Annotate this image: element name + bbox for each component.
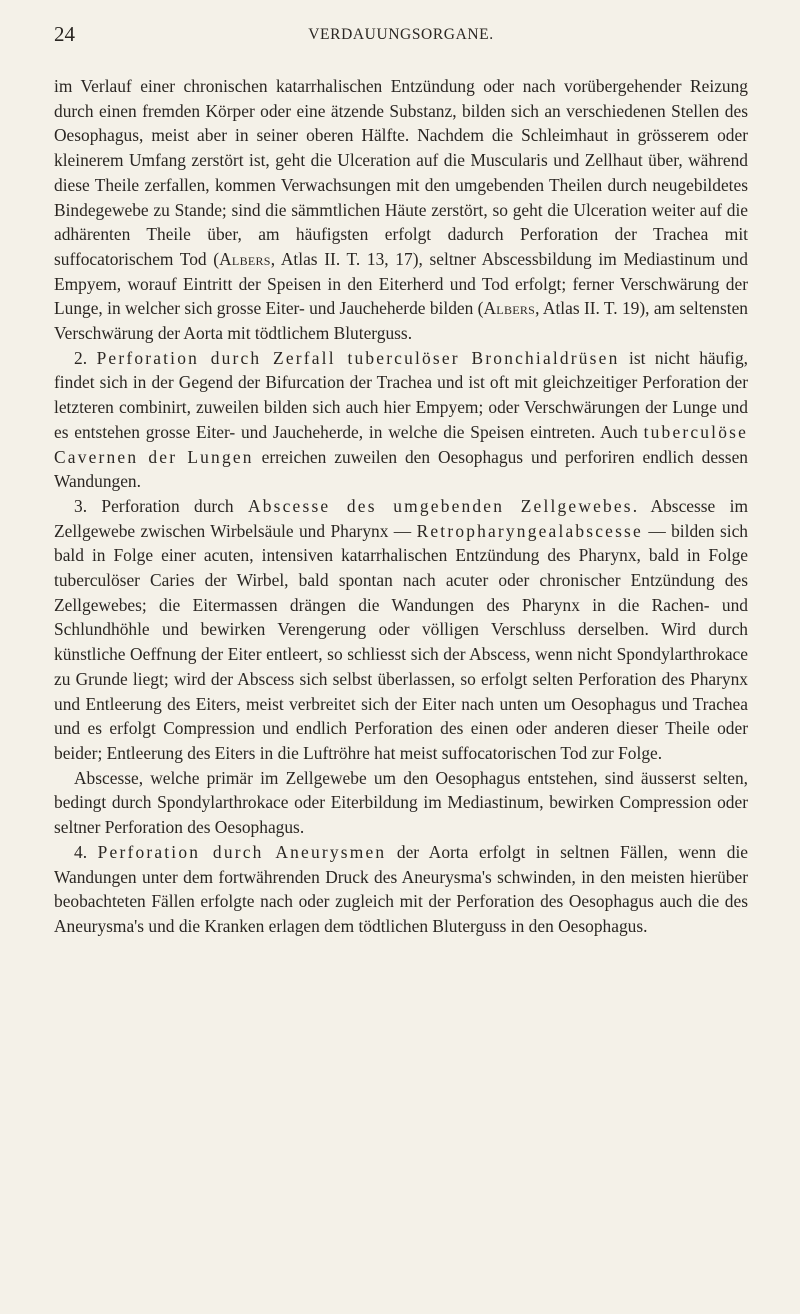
author-name: Albers xyxy=(483,298,536,319)
text-segment: der Aorta erfolgt in seltnen Fällen, wenn die Wandungen unter dem fortwährenden Druck des Aneurysma's schwinden, in den meisten hierüber beobachteten Fällen erfolgte nach oder zugleich mit der Perforation des Oesophagus auch die des Aneurysma's und die Kranken erlagen dem tödtlichen Bluterguss in den Oesophagus. xyxy=(54,841,748,936)
paragraph-4 xyxy=(54,766,748,840)
text-segment: Abscesse, welche primär im Zellgewebe um den Oesophagus entstehen, sind äusserst selten, bedingt durch Spondylarthrokace oder Eiterbildung im Mediastinum, bewirken Compression oder seltner Perforation des Oesophagus. xyxy=(54,767,748,838)
paragraph-5 xyxy=(54,840,748,939)
text-segment: im Verlauf einer chronischen katarrhalischen Entzündung oder nach vorübergehender Reizung durch einen fremden Körper oder eine ätzende Substanz, bilden sich an verschiedenen Stellen des Oesophagus, meist aber in seiner oberen Hälfte. Nachdem die Schleimhaut in grösserem oder kleinerem Umfang zerstört ist, geht die Ulceration auf die Muscularis und Zellhaut über, während diese Theile zerfallen, kommen Verwachsungen mit den umgebenden Theilen durch neugebildetes Bindegewebe zu Stande; sind die sämmtlichen Häute zerstört, so geht die Ulceration weiter auf die adhärenten Theile über, am häufigsten erfolgt dadurch Perforation der Trachea mit suffocatorischem Tod ( xyxy=(54,76,748,269)
running-head: VERDAUUNGSORGANE. xyxy=(308,26,494,43)
text-segment: 3. Perforation durch xyxy=(74,495,249,516)
emphasis-text: tuberculöse Cavernen der Lungen xyxy=(54,421,748,467)
page-header xyxy=(54,22,748,52)
text-segment: 4. xyxy=(74,841,98,862)
text-segment: , Atlas II. T. 13, 17), seltner Abscessbildung im Mediastinum und Empyem, worauf Eintritt der Speisen in den Eiterherd und Tod erfolgt; ferner Verschwärung der Lunge, in welcher sich grosse Eiter- und Jaucheherde bilden ( xyxy=(54,248,748,319)
text-segment: — bilden sich bald in Folge einer acuten, intensiven katarrhalischen Entzündung des Pharynx, bald in Folge tuberculöser Caries der Wirbel, bald spontan nach acuter oder chronischer Entzündung des Zellgewebes; die Eitermassen drängen die Wandungen des Pharynx in die Rachen- und Schlundhöhle und bewirken Verengerung oder völligen Verschluss derselben. Wird durch künstliche Oeffnung der Eiter entleert, so schliesst sich der Abscess, wenn nicht Spondylarthrokace zu Grunde liegt; wird der Abscess sich selbst überlassen, so erfolgt selten Perforation des Pharynx und Entleerung des Eiters, meist verbreitet sich der Eiter nach unten um Oesophagus und Trachea und es erfolgt Compression und endlich Perforation des einen oder anderen dieser Theile oder beider; Entleerung des Eiters in die Luftröhre hat meist suffocatorischen Tod zur Folge. xyxy=(54,520,748,763)
paragraph-2 xyxy=(54,346,748,494)
text-segment: 2. xyxy=(74,347,97,368)
section-heading: Perforation durch Aneurysmen xyxy=(97,841,387,862)
section-heading: Abscesse des umgebenden Zellgewebes xyxy=(248,495,633,516)
author-name: Albers xyxy=(219,248,271,269)
section-heading: Perforation durch Zerfall tuberculöser Bronchialdrüsen xyxy=(96,347,620,368)
paragraph-1 xyxy=(54,74,748,346)
text-segment: . Abscesse im Zellgewebe zwischen Wirbelsäule und Pharynx — xyxy=(54,495,748,541)
text-segment: erreichen zuweilen den Oesophagus und perforiren endlich dessen Wandungen. xyxy=(54,446,748,492)
paragraph-3 xyxy=(54,494,748,766)
text-segment: ist nicht häufig, findet sich in der Gegend der Bifurcation der Trachea und ist oft mit gleichzeitiger Perforation der letzteren combinirt, zuweilen bilden sich auch hier Empyem; oder Verschwärungen der Lunge und es entstehen grosse Eiter- und Jaucheherde, in welche die Speisen eintreten. Auch xyxy=(54,347,749,442)
body-text xyxy=(54,74,748,939)
text-segment: , Atlas II. T. 19), am seltensten Verschwärung der Aorta mit tödtlichem Bluterguss. xyxy=(54,298,748,344)
emphasis-text: Retropharyngealabscesse xyxy=(416,520,643,541)
page-number: 24 xyxy=(54,22,75,46)
